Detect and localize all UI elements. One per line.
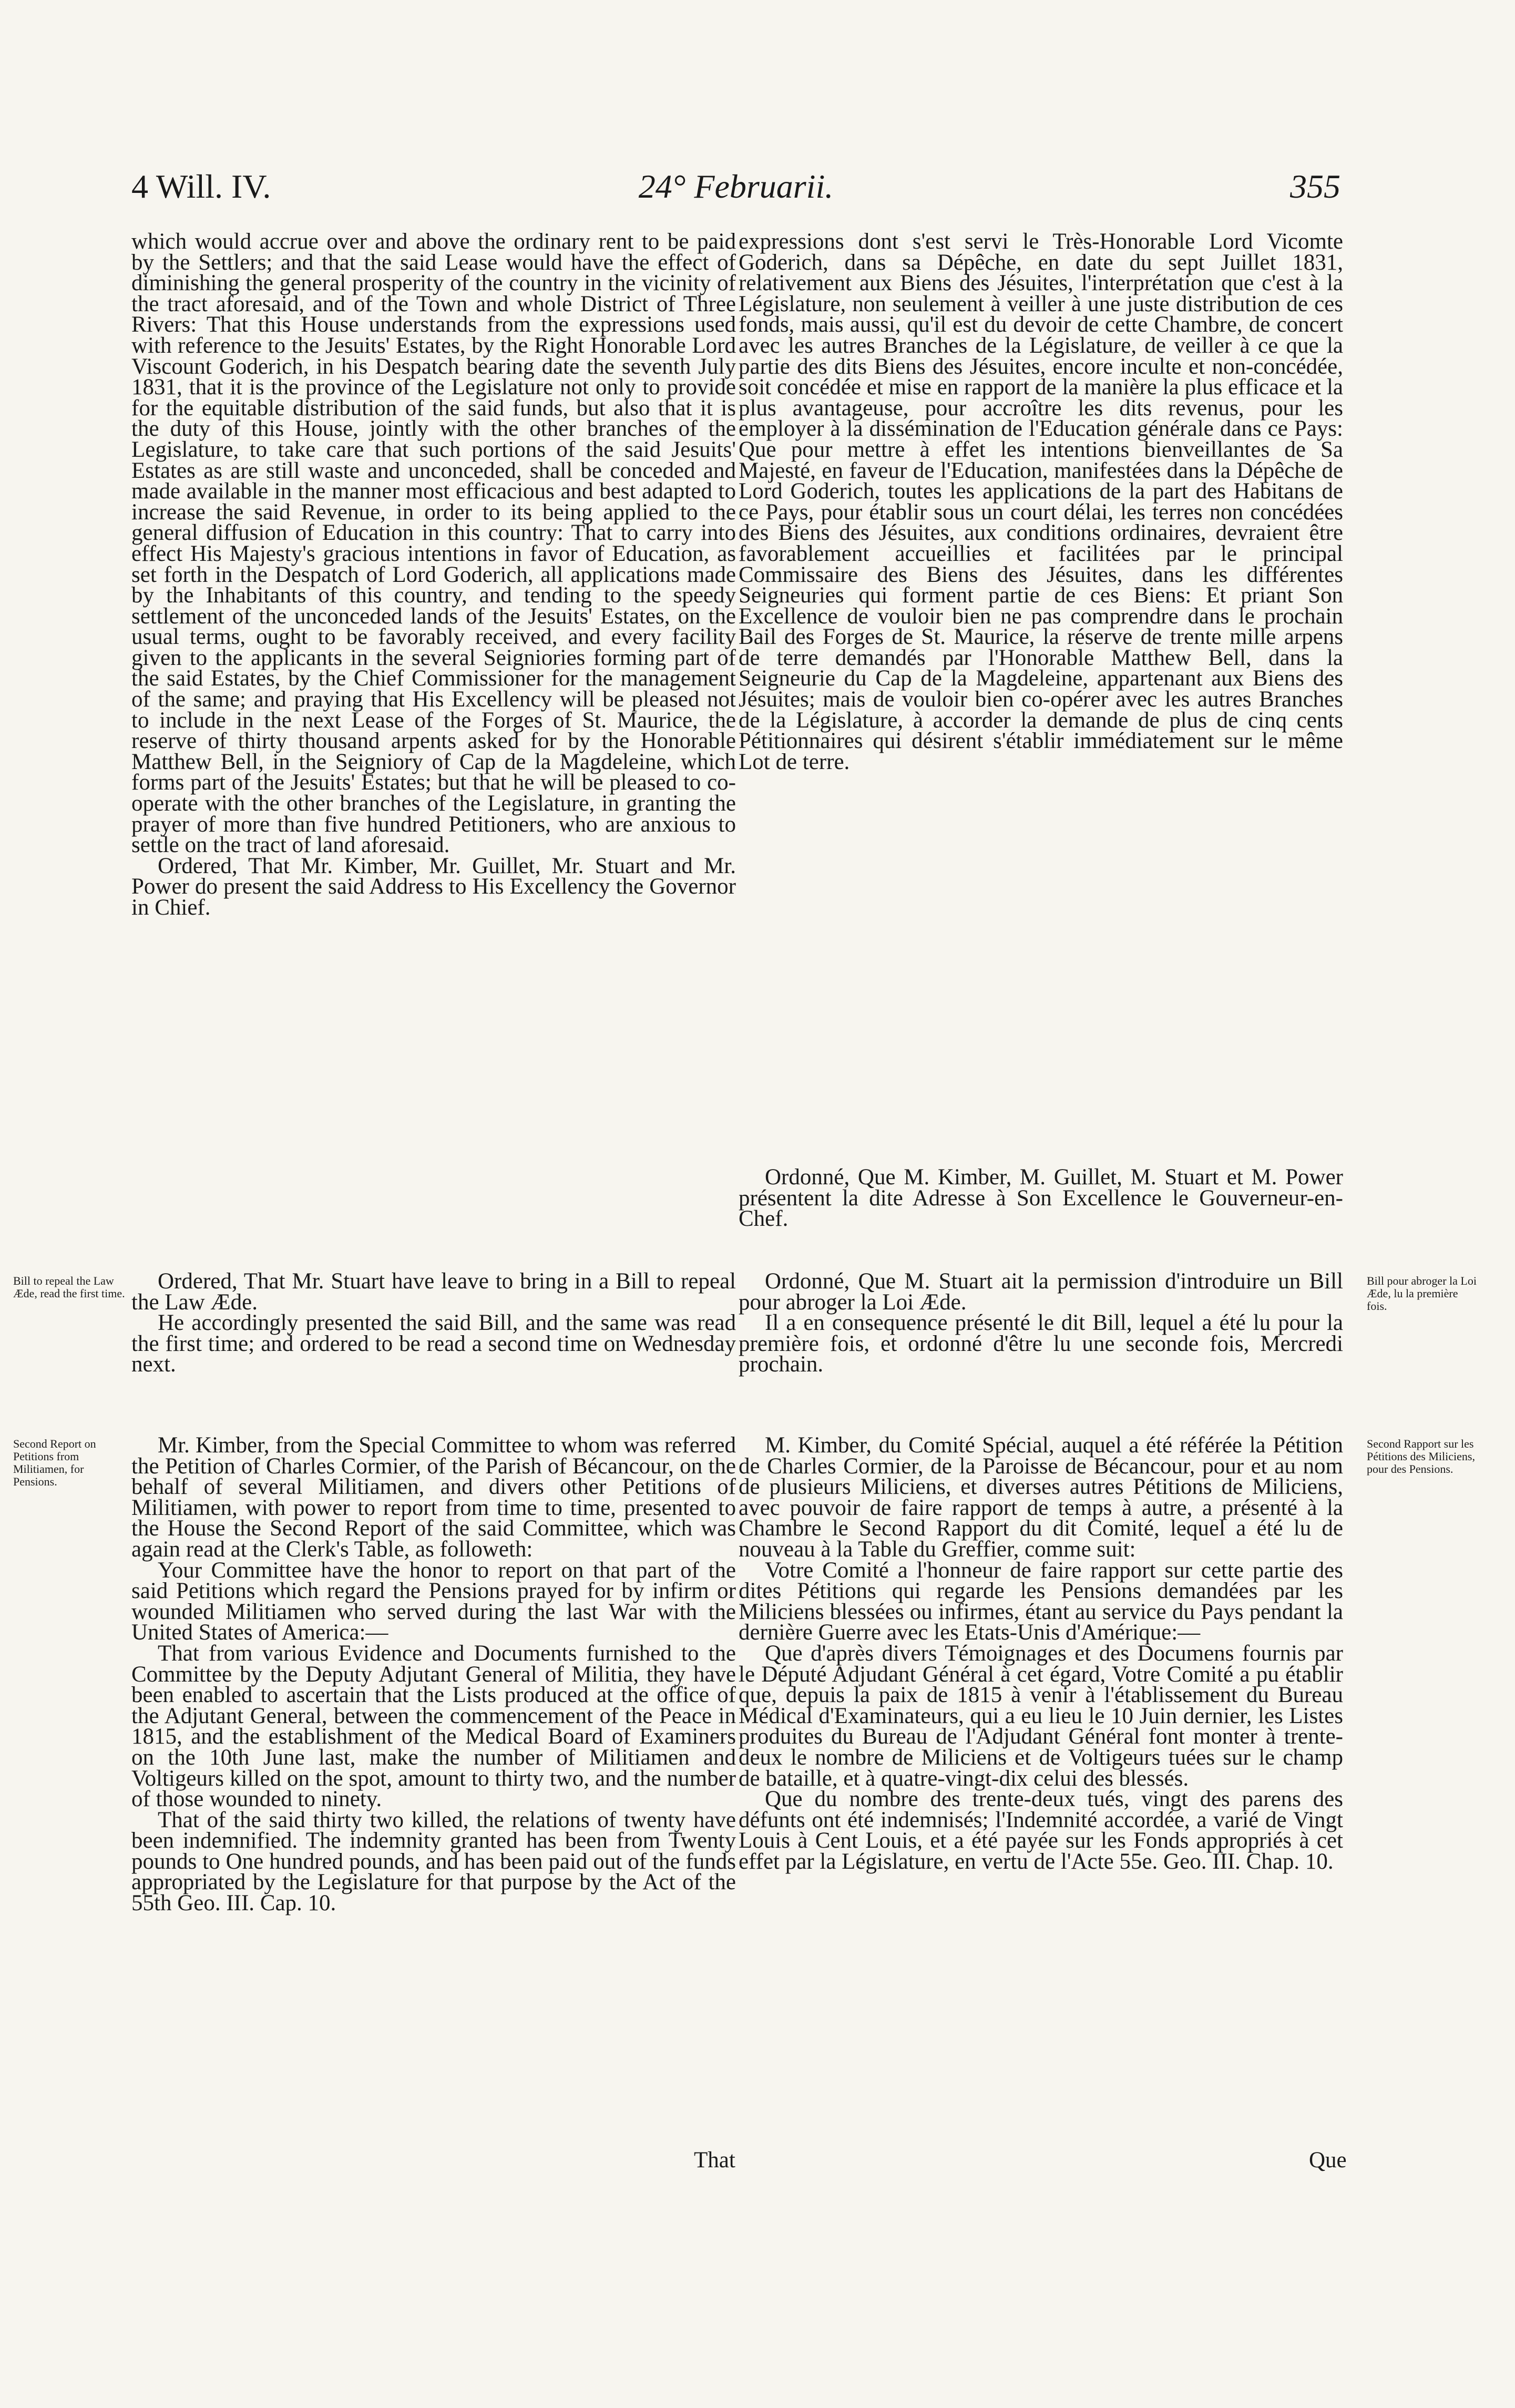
order-bill-leave-text: Ordered, That Mr. Stuart have leave to bring in a Bill to repeal the Law Æde.: [131, 1269, 736, 1315]
address-continuation-text: which would accrue over and above the ordinary rent to be paid by the Settlers; and that the said Lease would have the effect of diminishing the general prosperity of the country in the vicinity of the tract aforesaid, and of the Town and whole District of Three Rivers: That this House understands from the expressions used with reference to the Jesuits' Estates, by the Right Honorable Lord Viscount Goderich, in his Despatch bearing date the seventh July 1831, that it is the province of the Legislature not only to provide for the equitable distribution of the said funds, but also that it is the duty of this House, jointly with the other branches of the Legislature, to take care that such portions of the said Jesuits' Estates as are still waste and unconceded, shall be conceded and made available in the manner most efficacious and best adapted to increase the said Revenue, in order to its being applied to the general diffusion of Education in this country: That to carry into effect His Majesty's gracious intentions in favor of Education, as set forth in the Despatch of Lord Goderich, all applications made by the Inhabitants of this country, and tending to the speedy settlement of the unconceded lands of the Jesuits' Estates, on the usual terms, ought to be favorably received, and every facility given to the applicants in the several Seigniories forming part of the said Estates, by the Chief Commissioner for the management of the same; and praying that His Excellency will be pleased not to include in the next Lease of the Forges of St. Maurice, the reserve of thirty thousand arpents asked for by the Honorable Matthew Bell, in the Seigniory of Cap de la Magdeleine, which forms part of the Jesuits' Estates; but that he will be pleased to co-operate with the other branches of the Legislature, in granting the prayer of more than five hundred Petitioners, who are anxious to settle on the tract of land aforesaid.: [131, 229, 736, 858]
margin-note-report-en: Second Report on Petitions from Militiamen, for Pensions.: [13, 1437, 96, 1488]
session-reference: 4 Will. IV.: [131, 168, 271, 205]
page-header: [131, 158, 1340, 216]
margin-note-bill-en: Bill to repeal the Law Æde, read the first time.: [13, 1274, 125, 1300]
french-column-order: [739, 1165, 1343, 1232]
adresse-suite-text: expressions dont s'est servi le Très-Honorable Lord Vicomte Goderich, dans sa Dépêche, en date du sept Juillet 1831, relativement aux Biens des Jésuites, l'interprétation que c'est à la Législature, non seulement à veiller à une juste distribution de ces fonds, mais aussi, qu'il est du devoir de cette Chambre, de concert avec les autres Branches de la Législature, de veiller à ce que la partie des dits Biens des Jésuites, encore inculte et non-concédée, soit concédée et mise en rapport de la manière la plus efficace et la plus avantageuse, pour accroître les dits revenus, pour les employer à la dissémination de l'Education générale dans ce Pays: Que pour mettre à effet les intentions bienveillantes de Sa Majesté, en faveur de l'Education, manifestées dans la Dépêche de Lord Goderich, toutes les applications de la part des Habitans de ce Pays, pour établir sous un court délai, les terres non concédées des Biens des Jésuites, aux conditions ordinaires, devraient être favorablement accueillies et facilitées par le principal Commissaire des Biens des Jésuites, dans les différentes Seigneuries qui forment partie de ces Biens: Et priant Son Excellence de vouloir bien ne pas comprendre dans le prochain Bail des Forges de St. Maurice, la réserve de trente mille arpens de terre demandés par l'Honorable Matthew Bell, dans la Seigneurie du Cap de la Magdeleine, appartenant aux Biens des Jésuites; mais de vouloir bien co-opérer avec les autres Branches de la Législature, à accorder la demande de plus de cinq cents Pétitionnaires qui désirent s'établir immédiatement sur le même Lot de terre.: [739, 229, 1343, 774]
english-column-top: [131, 231, 736, 918]
english-column-bill: [131, 1271, 736, 1375]
ordre-bill-permission-text: Ordonné, Que M. Stuart ait la permission d'introduire un Bill pour abroger la Loi Æde.: [739, 1269, 1343, 1315]
order-present-address-text: Ordered, That Mr. Kimber, Mr. Guillet, Mr. Stuart and Mr. Power do present the said Address to His Excellency the Governor in Chief.: [131, 853, 736, 920]
margin-note-bill-fr: Bill pour abroger la Loi Æde, lu la première fois.: [1367, 1274, 1477, 1313]
french-column-top: [739, 231, 1343, 772]
catchword-left: That: [694, 2148, 735, 2173]
french-column-bill: [739, 1271, 1343, 1375]
rapport-comite-p1-text: Votre Comité a l'honneur de faire rapport sur cette partie des dites Pétitions qui regarde les Pensions demandées par les Miliciens blessées ou infirmes, étant au service du Pays pendant la dernière Guerre avec les Etats-Unis d'Amérique:—: [739, 1557, 1343, 1645]
margin-note-report-fr: Second Rapport sur les Pétitions des Miliciens, pour des Pensions.: [1367, 1437, 1475, 1475]
french-column-report: [739, 1435, 1343, 1872]
committee-report-p3-text: That of the said thirty two killed, the relations of twenty have been indemnified. The indemnity granted has been from Twenty pounds to One hundred pounds, and has been paid out of the funds appropriated by the Legislature for that purpose by the Act of the 55th Geo. III. Cap. 10.: [131, 1807, 736, 1916]
date-heading: 24° Februarii.: [638, 168, 834, 205]
committee-report-p1-text: Your Committee have the honor to report on that part of the said Petitions which regard the Pensions prayed for by infirm or wounded Militiamen who served during the last War with the United States of America:—: [131, 1557, 736, 1645]
rapport-comite-p2-text: Que d'après divers Témoignages et des Documens fournis par le Député Adjudant Général à cet égard, Votre Comité a pu établir que, depuis la paix de 1815 à venir à l'établissement du Bureau Médical d'Examinateurs, qui a eu lieu le 10 Juin dernier, les Listes produites du Bureau de l'Adjudant Général font monter à trente-deux le nombre de Miliciens et de Voltigeurs tuées sur le champ de bataille, et à quatre-vingt-dix celui des blessés.: [739, 1641, 1343, 1791]
committee-report-intro-text: Mr. Kimber, from the Special Committee to whom was referred the Petition of Charles Cormier, of the Parish of Bécancour, on the behalf of several Militiamen, and divers other Petitions of Militiamen, with power to report from time to time, presented to the House the Second Report of the said Committee, which was again read at the Clerk's Table, as followeth:: [131, 1433, 736, 1562]
bill-first-reading-text: He accordingly presented the said Bill, and the same was read the first time; and ordered to be read a second time on Wednesday next.: [131, 1310, 736, 1377]
page-number: 355: [1290, 168, 1340, 205]
rapport-comite-p3-text: Que du nombre des trente-deux tués, vingt des parens des défunts ont été indemnisés; l'Indemnité accordée, a varié de Vingt Louis à Cent Louis, et a été payée sur les Fonds appropriés à cet effet par la Législature, en vertu de l'Acte 55e. Geo. III. Chap. 10.: [739, 1787, 1343, 1874]
ordre-presenter-adresse-text: Ordonné, Que M. Kimber, M. Guillet, M. Stuart et M. Power présentent la dite Adresse à Son Excellence le Gouverneur-en-Chef.: [739, 1165, 1343, 1232]
committee-report-p2-text: That from various Evidence and Documents furnished to the Committee by the Deputy Adjutant General of Militia, they have been enabled to ascertain that the Lists produced at the office of the Adjutant General, between the commencement of the Peace in 1815, and the establishment of the Medical Board of Examiners on the 10th June last, make the number of Militiamen and Voltigeurs killed on the spot, amount to thirty two, and the number of those wounded to ninety.: [131, 1641, 736, 1812]
english-column-report: [131, 1435, 736, 1914]
bill-premiere-lecture-text: Il a en consequence présenté le dit Bill, lequel a été lu pour la première fois, et ordonné d'être lu une seconde fois, Mercredi prochain.: [739, 1310, 1343, 1377]
rapport-comite-intro-text: M. Kimber, du Comité Spécial, auquel a été référée la Pétition de Charles Cormier, de la Paroisse de Bécancour, pour et au nom de plusieurs Miliciens, et diverses autres Pétitions de Miliciens, avec pouvoir de faire rapport de temps à autre, a présenté à la Chambre le Second Rapport du dit Comité, lequel a été lu de nouveau à la Table du Greffier, comme suit:: [739, 1433, 1343, 1562]
catchword-right: Que: [1309, 2148, 1347, 2173]
